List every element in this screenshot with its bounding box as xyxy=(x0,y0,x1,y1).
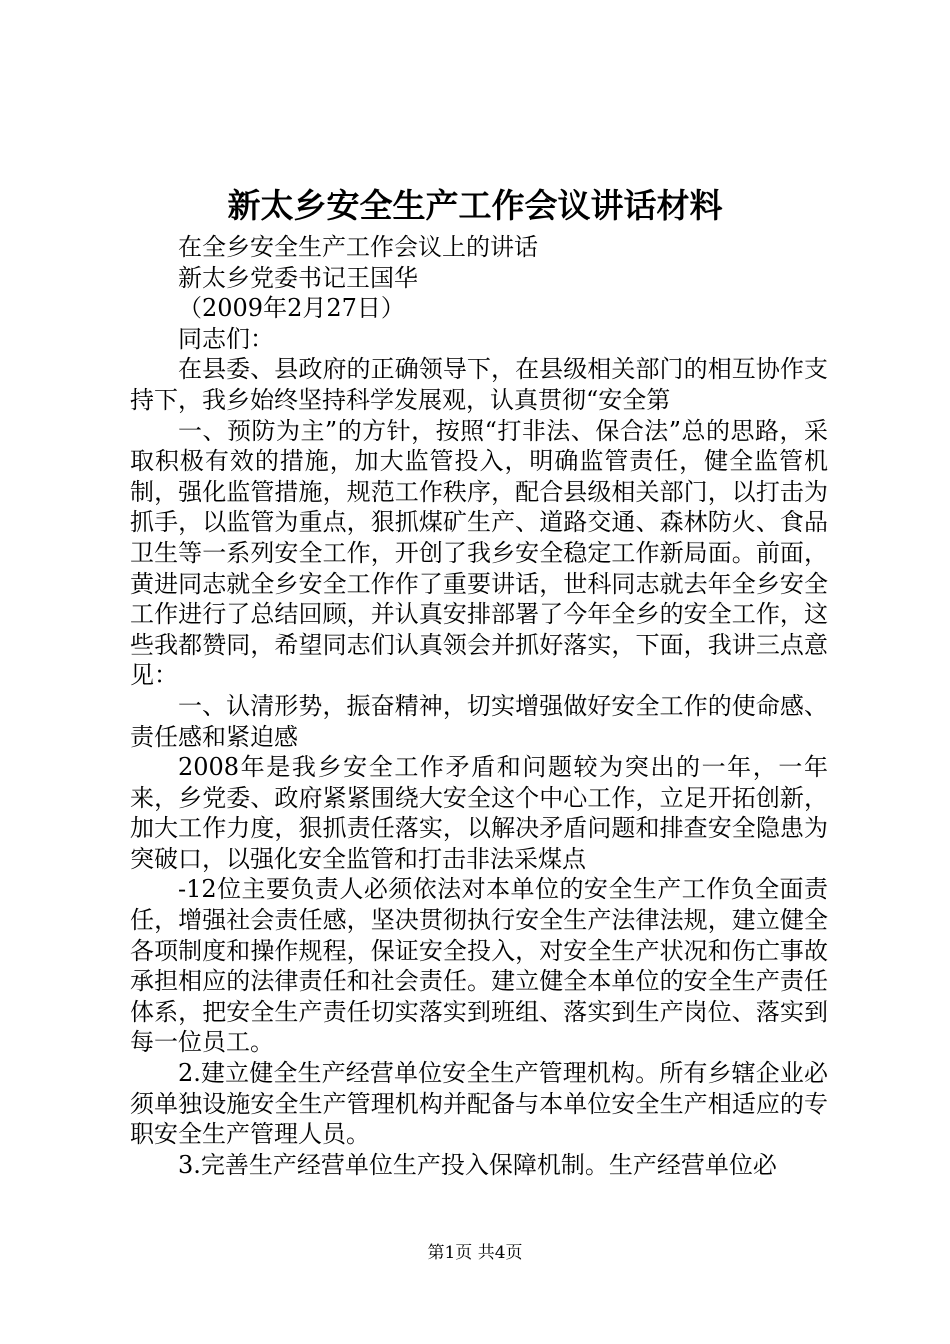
body-paragraph: 2008年是我乡安全工作矛盾和问题较为突出的一年，一年来，乡党委、政府紧紧围绕大安全这个中心工作，立足开拓创新，加大工作力度，狠抓责任落实，以解决矛盾问题和排查安全隐患为突破口，以强化安全监管和打击非法采煤点 xyxy=(130,753,828,873)
body-paragraph: 一、预防为主”的方针，按照“打非法、保合法”总的思路，采取积极有效的措施，加大监管投入，明确监管责任，健全监管机制，强化监管措施，规范工作秩序，配合县级相关部门，以打击为抓手，以监管为重点，狠抓煤矿生产、道路交通、森林防火、食品卫生等一系列安全工作，开创了我乡安全稳定工作新局面。前面，黄进同志就全乡安全工作作了重要讲话，世科同志就去年全乡安全工作进行了总结回顾，并认真安排部署了今年全乡的安全工作，这些我都赞同，希望同志们认真领会并抓好落实，下面，我讲三点意见： xyxy=(130,416,828,690)
salutation: 同志们： xyxy=(178,324,274,353)
section-heading: 一、认清形势，振奋精神，切实增强做好安全工作的使命感、责任感和紧迫感 xyxy=(130,691,828,751)
date-line: （2009年2月27日） xyxy=(178,294,405,323)
page-number-footer: 第1页 共4页 xyxy=(427,1243,523,1263)
document-title: 新太乡安全生产工作会议讲话材料 xyxy=(227,186,723,225)
body-paragraph: 3.完善生产经营单位生产投入保障机制。生产经营单位必 xyxy=(178,1150,777,1179)
document-body xyxy=(130,232,828,1180)
speaker-line: 新太乡党委书记王国华 xyxy=(178,263,418,292)
body-paragraph: 在县委、县政府的正确领导下，在县级相关部门的相互协作支持下，我乡始终坚持科学发展观，认真贯彻“安全第 xyxy=(130,355,828,414)
speech-heading: 在全乡安全生产工作会议上的讲话 xyxy=(178,233,538,261)
body-paragraph: 2.建立健全生产经营单位安全生产管理机构。所有乡辖企业必须单独设施安全生产管理机构并配备与本单位安全生产相适应的专职安全生产管理人员。 xyxy=(130,1059,828,1149)
body-paragraph: -12位主要负责人必须依法对本单位的安全生产工作负全面责任，增强社会责任感，坚决贯彻执行安全生产法律法规，建立健全各项制度和操作规程，保证安全投入，对安全生产状况和伤亡事故承担相应的法律责任和社会责任。建立健全本单位的安全生产责任体系，把安全生产责任切实落实到班组、落实到生产岗位、落实到每一位员工。 xyxy=(130,875,828,1057)
